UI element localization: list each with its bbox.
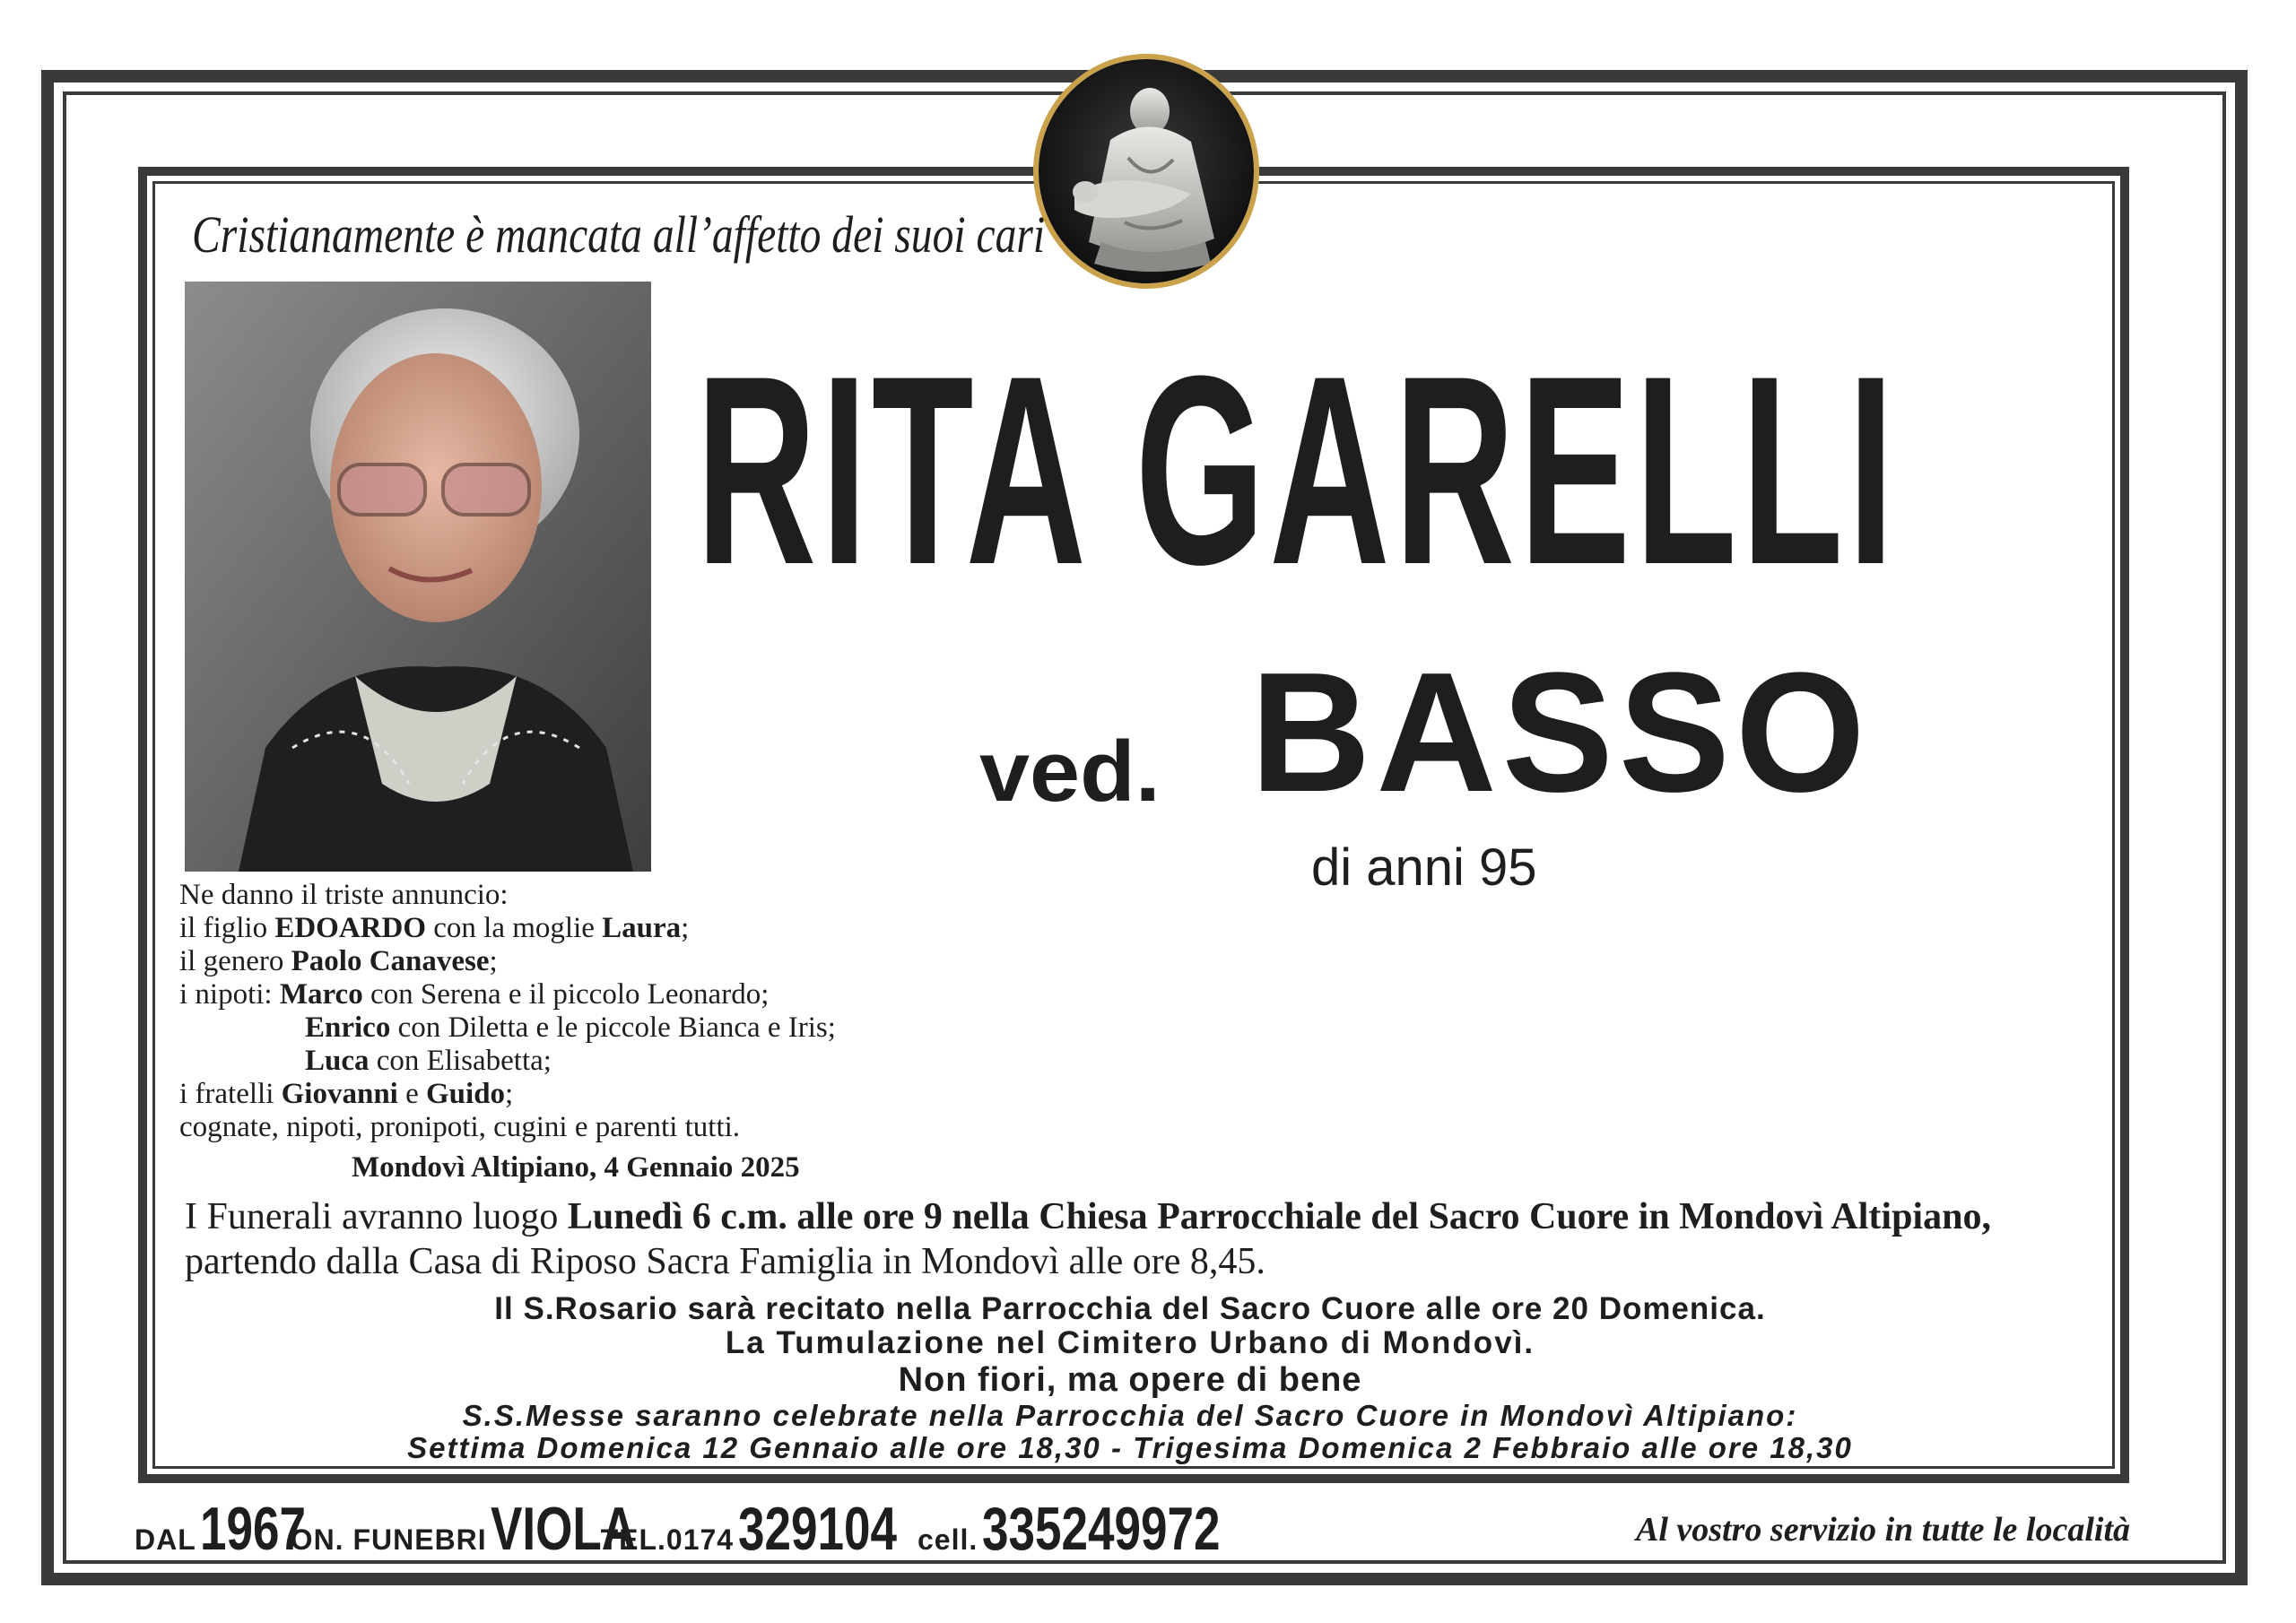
burial-notice: La Tumulazione nel Cimitero Urbano di Mondovì. bbox=[725, 1325, 1535, 1360]
age-line: di anni 95 bbox=[1311, 838, 1537, 897]
family-line: Ne danno il triste annuncio: bbox=[179, 879, 509, 911]
rosary-notice: Il S.Rosario sarà recitato nella Parrocchia del Sacro Cuore alle ore 20 Domenica. bbox=[494, 1291, 1766, 1326]
family-line: Enrico con Diletta e le piccole Bianca e Iris; bbox=[305, 1011, 836, 1044]
family-line: il figlio EDOARDO con la moglie Laura; bbox=[179, 912, 690, 944]
family-line: i fratelli Giovanni e Guido; bbox=[179, 1078, 514, 1110]
family-line: Luca con Elisabetta; bbox=[305, 1045, 552, 1077]
funeral-home-footer: DAL 1967 ON. FUNEBRI VIOLA TEL.0174 329104 cell. 335249972 bbox=[135, 1495, 1221, 1563]
funeral-details: I Funerali avranno luogo Lunedì 6 c.m. alle ore 9 nella Chiesa Parrocchiale del Sacro Cuore in Mondovì Altipiano, partendo dalla Casa di Riposo Sacra Famiglia in Mondovì alle ore 8,45. bbox=[185, 1196, 1991, 1282]
place-date: Mondovì Altipiano, 4 Gennaio 2025 bbox=[352, 1151, 800, 1184]
portrait-photo bbox=[185, 282, 651, 872]
masses-dates: Settima Domenica 12 Gennaio alle ore 18,30 - Trigesima Domenica 2 Febbraio alle ore 18,30 bbox=[407, 1431, 1853, 1464]
intro-line: Cristianamente è mancata all’affetto dei suoi cari bbox=[192, 205, 1046, 264]
service-slogan: Al vostro servizio in tutte le località bbox=[1636, 1511, 2130, 1549]
married-name: BASSO bbox=[1250, 638, 1871, 828]
flowers-notice: Non fiori, ma opere di bene bbox=[898, 1361, 1362, 1399]
family-line: il genero Paolo Canavese; bbox=[179, 945, 498, 977]
family-announcement bbox=[179, 879, 836, 1144]
deceased-name: RITA GARELLI bbox=[696, 319, 1899, 621]
family-line: cognate, nipoti, pronipoti, cugini e parenti tutti. bbox=[179, 1111, 741, 1143]
ved-label: ved. bbox=[979, 724, 1161, 820]
family-line: i nipoti: Marco con Serena e il piccolo Leonardo; bbox=[179, 978, 770, 1011]
masses-notice: S.S.Messe saranno celebrate nella Parrocchia del Sacro Cuore in Mondovì Altipiano: bbox=[462, 1399, 1798, 1432]
pieta-statue-icon bbox=[1033, 54, 1259, 289]
